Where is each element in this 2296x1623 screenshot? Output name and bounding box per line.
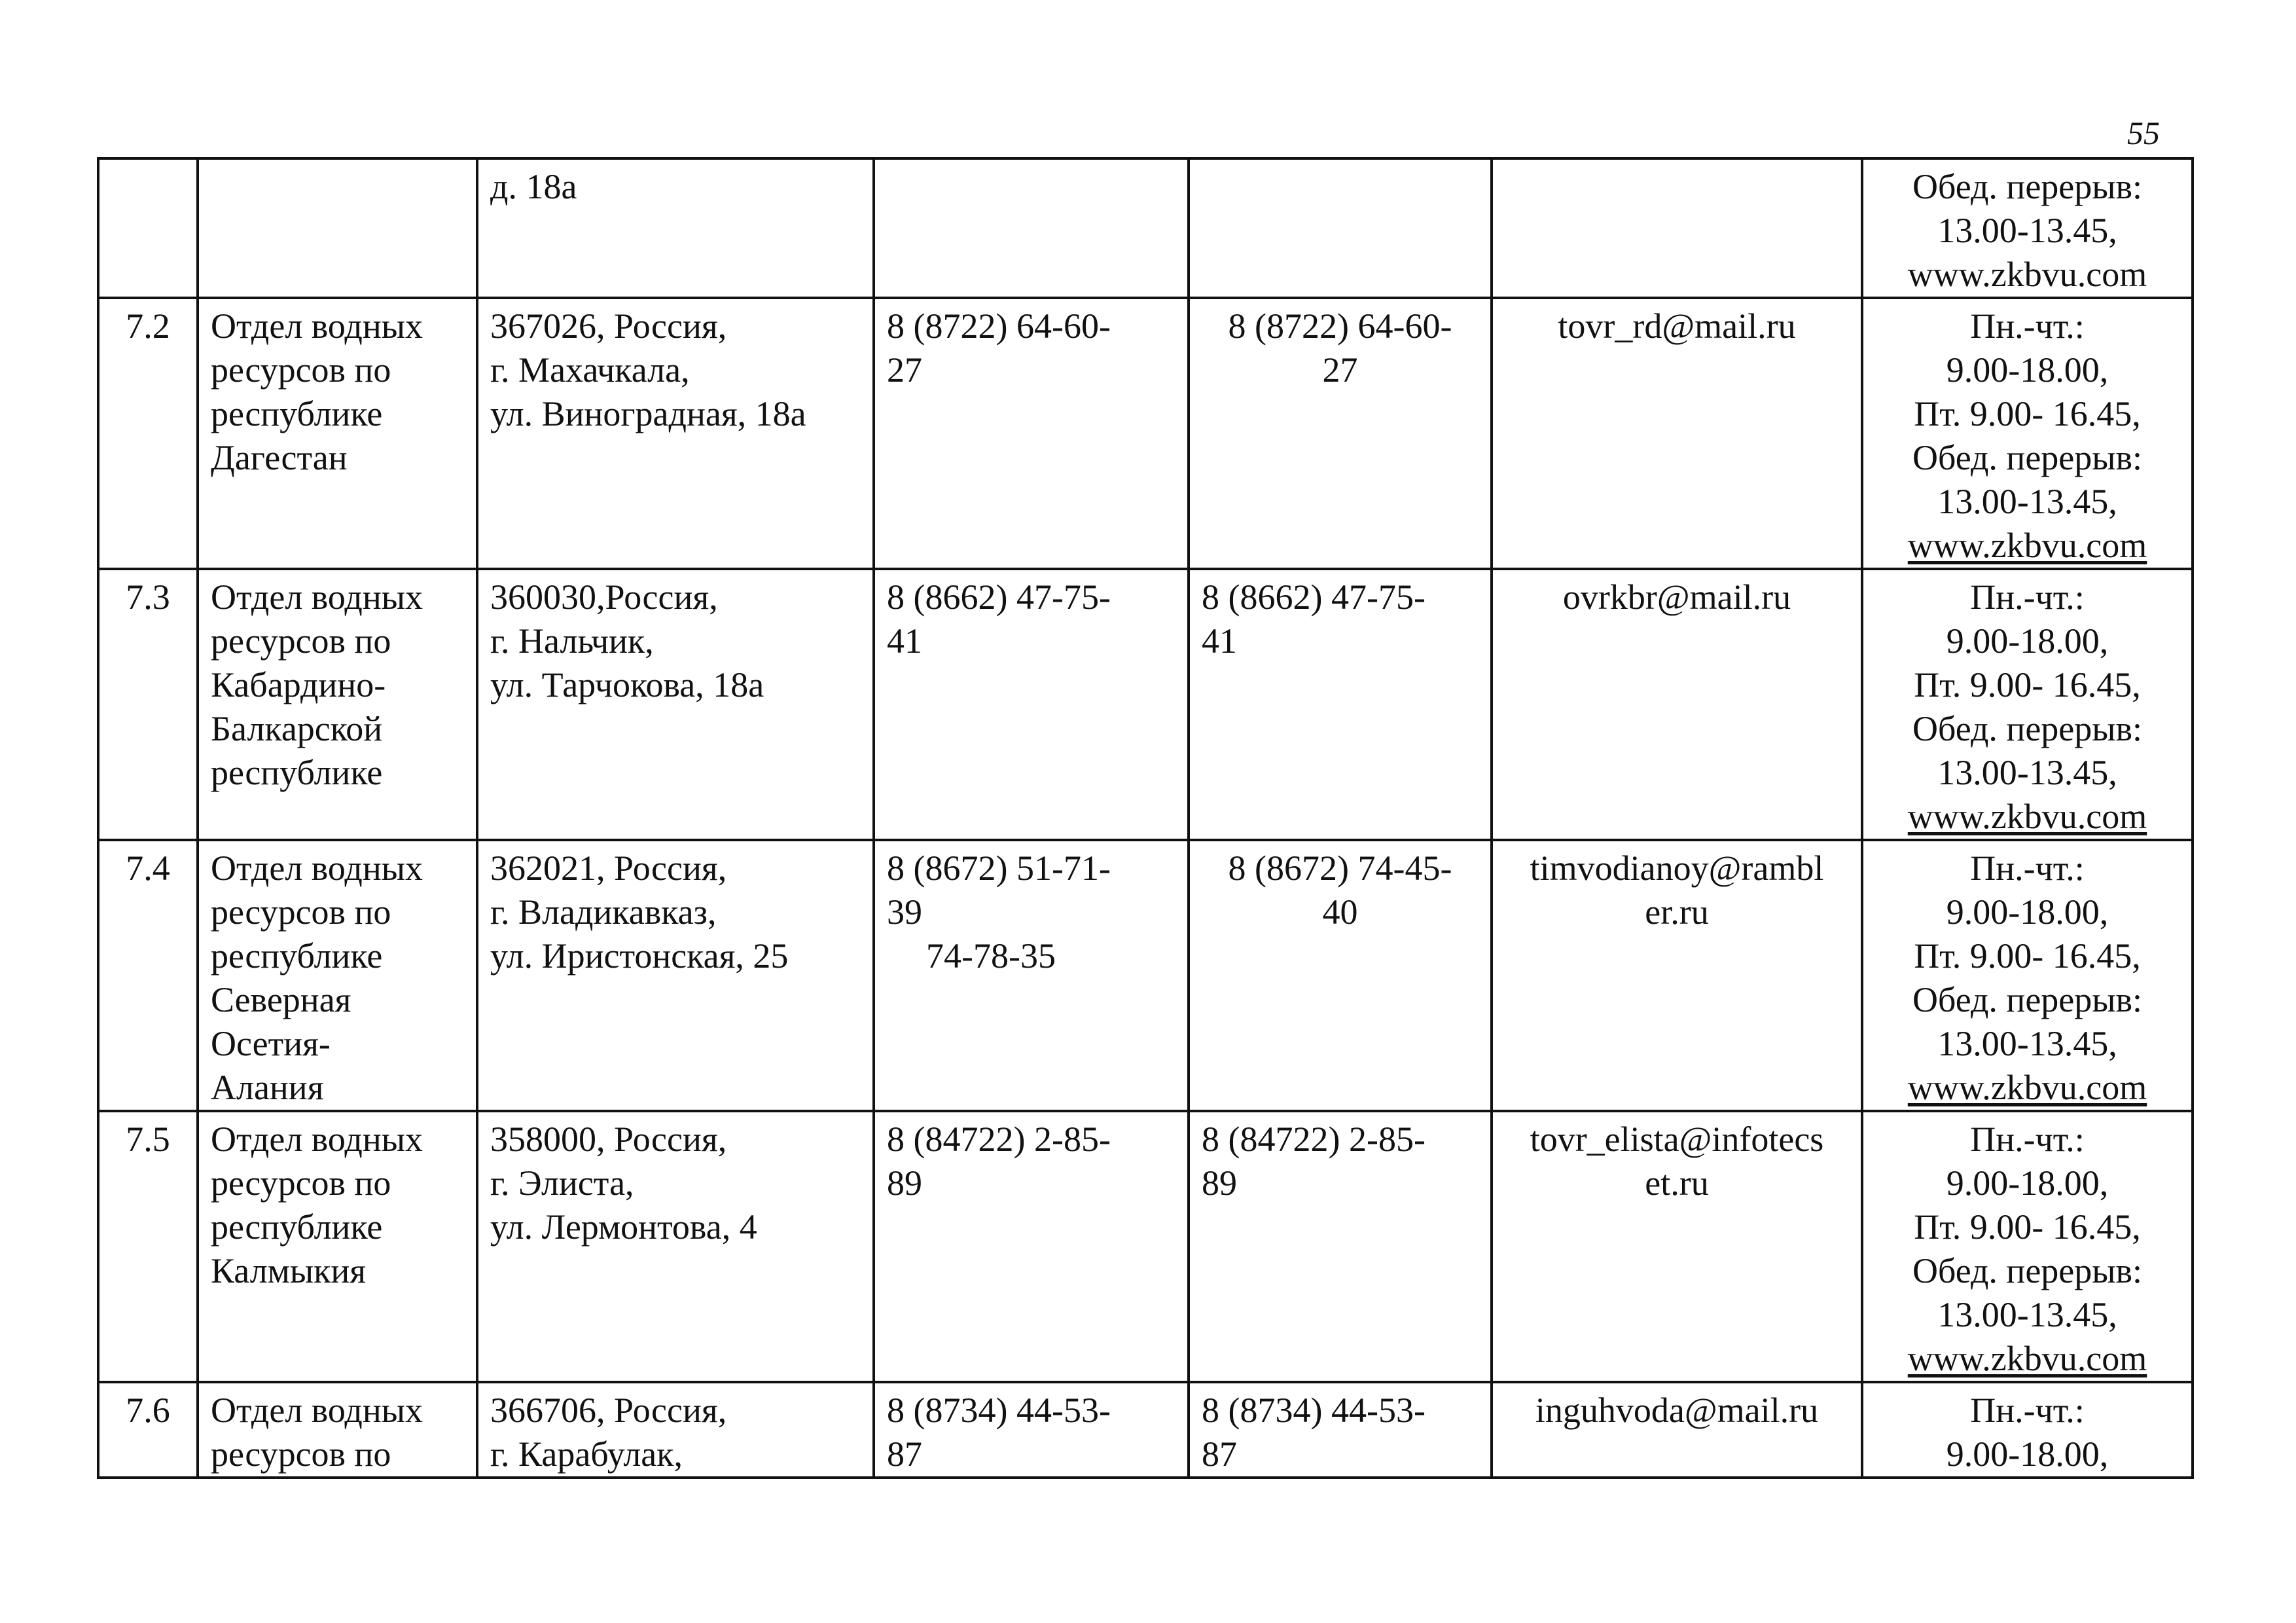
- name-line: Отдел водных: [211, 1391, 423, 1430]
- address-line: г. Махачкала,: [490, 350, 690, 390]
- address-cell: [477, 569, 874, 840]
- name-cell: [198, 298, 477, 569]
- email-link[interactable]: timvodianoy@rambl: [1530, 848, 1824, 888]
- fax-line: 8 (8722) 64-60-: [1228, 306, 1452, 346]
- hours-cell: [1862, 158, 2193, 298]
- email-link[interactable]: er.ru: [1645, 892, 1709, 932]
- hours-line: Обед. перерыв:: [1912, 438, 2143, 477]
- hours-line: 9.00-18.00,: [1946, 1163, 2109, 1203]
- phone-cell: [874, 158, 1189, 298]
- name-cell: [198, 1111, 477, 1382]
- address-cell: [477, 298, 874, 569]
- address-line: г. Элиста,: [490, 1163, 634, 1203]
- hours-line: Пт. 9.00- 16.45,: [1914, 936, 2141, 976]
- website-link[interactable]: www.zkbvu.com: [1907, 526, 2147, 565]
- address-line: 362021, Россия,: [490, 848, 727, 888]
- fax-line: 8 (8672) 74-45-: [1228, 848, 1452, 888]
- phone-line: 8 (8722) 64-60-: [887, 306, 1111, 346]
- fax-line: 8 (84722) 2-85-: [1202, 1120, 1426, 1159]
- hours-line: Пт. 9.00- 16.45,: [1914, 394, 2141, 433]
- hours-cell: [1862, 1111, 2193, 1382]
- hours-line: Пн.-чт.:: [1970, 848, 2085, 888]
- name-line: республике: [211, 394, 383, 433]
- phone-line: 41: [887, 621, 922, 661]
- name-line: Калмыкия: [211, 1251, 367, 1290]
- name-line: республике: [211, 753, 383, 792]
- row-number-cell: [98, 1382, 198, 1478]
- name-line: Балкарской: [211, 709, 383, 748]
- name-line: Отдел водных: [211, 306, 423, 346]
- fax-cell: [1189, 298, 1492, 569]
- name-cell: [198, 840, 477, 1111]
- name-line: Отдел водных: [211, 577, 423, 617]
- name-cell: [198, 1382, 477, 1478]
- row-number: 7.5: [126, 1120, 170, 1159]
- row-number: 7.4: [126, 848, 170, 888]
- phone-line: 8 (84722) 2-85-: [887, 1120, 1111, 1159]
- hours-line: Обед. перерыв:: [1912, 980, 2143, 1019]
- name-line: ресурсов по: [211, 1434, 391, 1474]
- hours-cell: [1862, 298, 2193, 569]
- phone-line: 39: [887, 892, 922, 932]
- fax-line: 41: [1202, 621, 1237, 661]
- name-line: Алания: [211, 1068, 324, 1107]
- hours-line: 13.00-13.45,: [1937, 211, 2117, 250]
- address-line: г. Карабулак,: [490, 1434, 683, 1474]
- email-cell: [1492, 158, 1862, 298]
- phone-cell: [874, 298, 1189, 569]
- fax-line: 8 (8734) 44-53-: [1202, 1391, 1426, 1430]
- hours-line: 13.00-13.45,: [1937, 1024, 2117, 1063]
- hours-cell: [1862, 840, 2193, 1111]
- name-line: Кабардино-: [211, 665, 386, 704]
- contacts-table: [97, 157, 2194, 1479]
- phone-line: 8 (8672) 51-71-: [887, 848, 1111, 888]
- row-number-cell: [98, 569, 198, 840]
- fax-line: 40: [1322, 892, 1358, 932]
- table-row: [98, 840, 2193, 1111]
- page-number: 55: [2127, 115, 2160, 151]
- name-cell: [198, 569, 477, 840]
- address-line: 360030,Россия,: [490, 577, 718, 617]
- hours-line: 9.00-18.00,: [1946, 350, 2109, 390]
- address-line: 358000, Россия,: [490, 1120, 727, 1159]
- fax-cell: [1189, 158, 1492, 298]
- hours-line: Пн.-чт.:: [1970, 577, 2085, 617]
- phone-line: 74-78-35: [926, 936, 1056, 976]
- hours-line: Пт. 9.00- 16.45,: [1914, 665, 2141, 704]
- phone-line: 8 (8662) 47-75-: [887, 577, 1111, 617]
- name-line: республике: [211, 1207, 383, 1247]
- hours-line: 13.00-13.45,: [1937, 753, 2117, 792]
- hours-line: Пт. 9.00- 16.45,: [1914, 1207, 2141, 1247]
- phone-line: 87: [887, 1434, 922, 1474]
- table-row: [98, 298, 2193, 569]
- website-link[interactable]: www.zkbvu.com: [1907, 1068, 2147, 1107]
- email-link[interactable]: tovr_rd@mail.ru: [1558, 306, 1796, 346]
- address-cell: [477, 1382, 874, 1478]
- fax-line: 8 (8662) 47-75-: [1202, 577, 1426, 617]
- fax-line: 27: [1322, 350, 1358, 390]
- hours-line: Обед. перерыв:: [1912, 167, 2143, 206]
- name-line: Дагестан: [211, 438, 348, 477]
- hours-line: 9.00-18.00,: [1946, 621, 2109, 661]
- table-row: [98, 1111, 2193, 1382]
- phone-cell: [874, 1382, 1189, 1478]
- fax-cell: [1189, 1382, 1492, 1478]
- email-cell: [1492, 569, 1862, 840]
- email-link[interactable]: tovr_elista@infotecs: [1530, 1120, 1824, 1159]
- address-line: ул. Виноградная, 18а: [490, 394, 806, 433]
- fax-cell: [1189, 1111, 1492, 1382]
- website-link[interactable]: www.zkbvu.com: [1907, 797, 2147, 836]
- name-line: республике: [211, 936, 383, 976]
- row-number: 7.3: [126, 577, 170, 617]
- hours-line: Пн.-чт.:: [1970, 1391, 2085, 1430]
- hours-cell: [1862, 569, 2193, 840]
- name-line: ресурсов по: [211, 1163, 391, 1203]
- name-line: ресурсов по: [211, 350, 391, 390]
- row-number-cell: [98, 298, 198, 569]
- row-number-cell: [98, 158, 198, 298]
- row-number: 7.2: [126, 306, 170, 346]
- hours-line: Обед. перерыв:: [1912, 1251, 2143, 1290]
- fax-line: 87: [1202, 1434, 1237, 1474]
- phone-cell: [874, 1111, 1189, 1382]
- website-link[interactable]: www.zkbvu.com: [1907, 1339, 2147, 1378]
- email-link[interactable]: et.ru: [1645, 1163, 1709, 1203]
- fax-cell: [1189, 840, 1492, 1111]
- hours-line: Пн.-чт.:: [1970, 306, 2085, 346]
- address-line: 366706, Россия,: [490, 1391, 727, 1430]
- website-link[interactable]: www.zkbvu.com: [1907, 255, 2147, 294]
- phone-cell: [874, 569, 1189, 840]
- address-line: д. 18а: [490, 167, 577, 206]
- address-cell: [477, 840, 874, 1111]
- table-row: [98, 1382, 2193, 1478]
- address-line: ул. Лермонтова, 4: [490, 1207, 757, 1247]
- hours-line: 13.00-13.45,: [1937, 1295, 2117, 1334]
- row-number-cell: [98, 1111, 198, 1382]
- row-number: 7.6: [126, 1391, 170, 1430]
- email-link[interactable]: inguhvoda@mail.ru: [1535, 1391, 1819, 1430]
- address-line: ул. Иристонская, 25: [490, 936, 789, 976]
- phone-line: 8 (8734) 44-53-: [887, 1391, 1111, 1430]
- address-cell: [477, 1111, 874, 1382]
- hours-line: 9.00-18.00,: [1946, 1434, 2109, 1474]
- name-line: Отдел водных: [211, 1120, 423, 1159]
- hours-line: Пн.-чт.:: [1970, 1120, 2085, 1159]
- name-line: Северная: [211, 980, 351, 1019]
- phone-cell: [874, 840, 1189, 1111]
- name-line: ресурсов по: [211, 892, 391, 932]
- phone-line: 89: [887, 1163, 922, 1203]
- name-line: ресурсов по: [211, 621, 391, 661]
- address-cell: [477, 158, 874, 298]
- email-link[interactable]: ovrkbr@mail.ru: [1562, 577, 1791, 617]
- phone-line: 27: [887, 350, 922, 390]
- hours-line: 13.00-13.45,: [1937, 482, 2117, 521]
- address-line: 367026, Россия,: [490, 306, 727, 346]
- hours-line: Обед. перерыв:: [1912, 709, 2143, 748]
- email-cell: [1492, 1382, 1862, 1478]
- table-row: [98, 569, 2193, 840]
- address-line: г. Нальчик,: [490, 621, 654, 661]
- name-line: Отдел водных: [211, 848, 423, 888]
- row-number-cell: [98, 840, 198, 1111]
- email-cell: [1492, 1111, 1862, 1382]
- table-row: [98, 158, 2193, 298]
- address-line: ул. Тарчокова, 18а: [490, 665, 764, 704]
- address-line: г. Владикавказ,: [490, 892, 717, 932]
- name-line: Осетия-: [211, 1024, 331, 1063]
- hours-line: 9.00-18.00,: [1946, 892, 2109, 932]
- fax-cell: [1189, 569, 1492, 840]
- fax-line: 89: [1202, 1163, 1237, 1203]
- hours-cell: [1862, 1382, 2193, 1478]
- name-cell: [198, 158, 477, 298]
- email-cell: [1492, 840, 1862, 1111]
- email-cell: [1492, 298, 1862, 569]
